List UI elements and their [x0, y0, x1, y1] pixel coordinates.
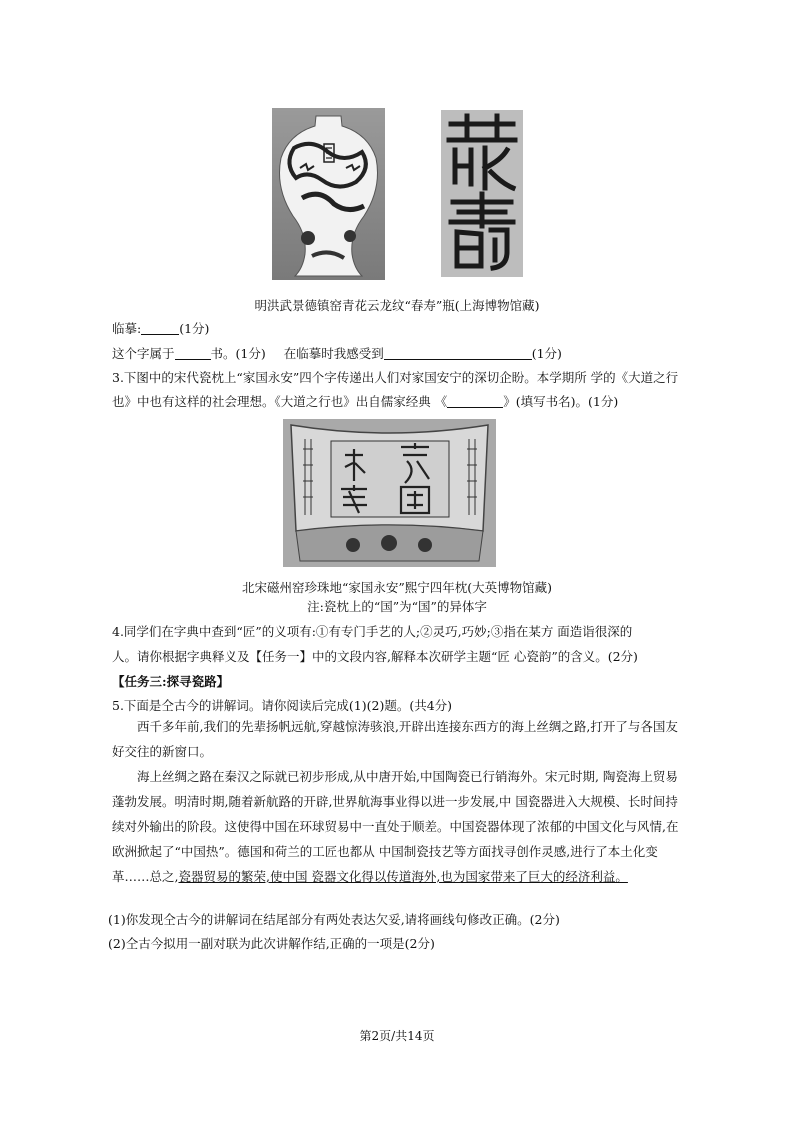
style-suffix: 书。(1分): [210, 346, 266, 361]
copy-line: [112, 320, 209, 338]
vase-caption: 明洪武景德镇窑青花云龙纹“春寿”瓶(上海博物馆藏): [254, 298, 540, 313]
feel-prefix: 在临摹时我感受到: [283, 346, 384, 361]
style-blank: [175, 345, 211, 360]
q4-line1: 4.同学们在字典中查到“匠”的义项有:①有专门手艺的人;②灵巧,巧妙;③指在某方 面造诣很深的: [112, 624, 633, 639]
vase-image: [272, 108, 385, 280]
q5-sub2: (2)仝古今拟用一副对联为此次讲解作结,正确的一项是(2分): [108, 936, 435, 951]
q5-para1: 西千多年前,我们的先辈扬帆远航,穿越惊涛骇浪,开辟出连接东西方的海上丝绸之路,打开了与各国友好交往的新窗口。: [112, 719, 678, 759]
q5-sub1: (1)你发现仝古今的讲解词在结尾部分有两处表达欠妥,请将画线句修改正确。(2分): [108, 912, 560, 927]
page-number: 第2页/共14页: [359, 1029, 435, 1043]
q3-line2: [112, 393, 618, 411]
feel-blank: [384, 345, 532, 360]
copy-blank: [141, 320, 179, 335]
q3-line1: 3.下图中的宋代瓷枕上“家国永安”四个字传递出人们对家国安宁的深切企盼。本学期所 学的《大道之行: [112, 370, 679, 385]
task3-heading: 【任务三:探寻瓷路】: [112, 674, 230, 689]
q3-line2-prefix: 也》中也有这样的社会理想。《大道之行也》出自儒家经典 《: [112, 394, 448, 409]
q5-intro: 5.下面是仝古今的讲解词。请你阅读后完成(1)(2)题。(共4分): [112, 698, 453, 713]
pillow-note: 注:瓷枕上的“国”为“国”的异体字: [307, 599, 487, 614]
q3-line2-suffix: 》(填写书名)。(1分): [503, 394, 619, 409]
q4-line2: 人。请你根据字典释义及【任务一】中的文段内容,解释本次研学主题“匠 心瓷韵”的含义。(2分): [112, 649, 638, 664]
q5-para2-main: 海上丝绸之路在秦汉之际就已初步形成,从中唐开始,中国陶瓷已行销海外。宋元时期, 陶瓷海上贸易蓬勃发展。明清时期,随着新航路的开辟,世界航海事业得以进一步发展,中 国瓷器进入大规模、长时间持续对外输出的阶段。这使得中国在环球贸易中一直处于顺差。中国瓷器体现了浓郁的中国文化与风情,在欧洲掀起了“中国热”。德国和荷兰的工匠也都从 中国制瓷技艺等方面找寻创作灵感,进行了本土化变革……总之,: [112, 769, 679, 884]
copy-score: (1分): [179, 321, 210, 336]
feel-score: (1分): [531, 346, 562, 361]
copy-label: 临摹:: [112, 321, 142, 336]
style-prefix: 这个字属于: [112, 346, 175, 361]
pillow-caption: 北宋磁州窑珍珠地“家国永安”熙宁四年枕(大英博物馆藏): [241, 580, 553, 595]
q5-para2: [112, 764, 687, 889]
book-blank: [447, 393, 503, 408]
seal-image: [441, 110, 523, 277]
style-line: [112, 345, 562, 363]
pillow-image: [283, 419, 496, 567]
q5-underlined-sentence: 瓷器贸易的繁荣,使中国 瓷器文化得以传道海外,也为国家带来了巨大的经济利益。: [178, 869, 628, 884]
